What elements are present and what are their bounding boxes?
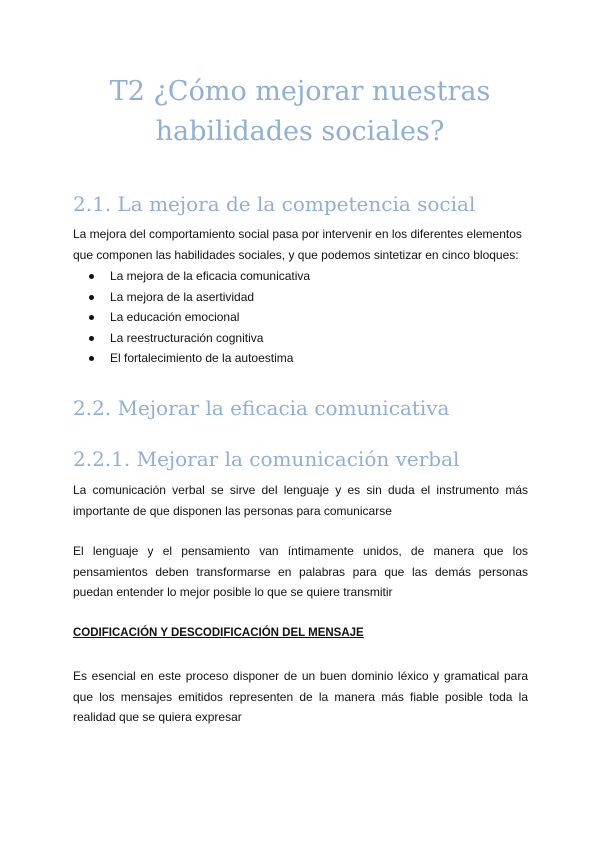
paragraph-line-2: que componen las habilidades sociales, y que podemos sintetizar en cinco bloques: [73, 247, 519, 262]
section-2-2-1-heading: 2.2.1. Mejorar la comunicación verbal [73, 447, 460, 471]
list-item: La educación emocional [73, 307, 310, 328]
section-2-2-1-paragraph-2: El lenguaje y el pensamiento van íntimamente unidos, de manera que los pensamientos deben transformarse en palabras para que las demás personas puedan entender lo mejor posible lo que se quiere transmitir [73, 544, 528, 599]
list-item: La mejora de la eficacia comunicativa [73, 266, 310, 287]
list-item: El fortalecimiento de la autoestima [73, 348, 310, 369]
bullet-list [73, 266, 310, 369]
bullet-icon [89, 336, 94, 341]
bullet-icon [89, 295, 94, 300]
section-2-2-heading: 2.2. Mejorar la eficacia comunicativa [73, 396, 450, 420]
bullet-icon [89, 274, 94, 279]
section-2-2-1-paragraph-1: La comunicación verbal se sirve del lenguaje y es sin duda el instrumento más importante de que disponen las personas para comunicarse [73, 483, 528, 518]
list-item: La reestructuración cognitiva [73, 328, 310, 349]
document-title [60, 72, 540, 152]
bullet-icon [89, 315, 94, 320]
bullet-icon [89, 356, 94, 361]
title-line-2: habilidades sociales? [155, 116, 445, 147]
subheading: CODIFICACIÓN Y DESCODIFICACIÓN DEL MENSAJE [73, 627, 364, 639]
paragraph-line-1: La mejora del comportamiento social pasa por intervenir en los diferentes elementos [73, 227, 522, 241]
list-item: La mejora de la asertividad [73, 287, 310, 308]
section-2-1-heading: 2.1. La mejora de la competencia social [73, 192, 476, 216]
section-2-1-paragraph [73, 224, 528, 265]
section-2-2-1-paragraph-3: Es esencial en este proceso disponer de un buen dominio léxico y gramatical para que los mensajes emitidos representen de la manera más fiable posible toda la realidad que se quiera expresar [73, 669, 528, 724]
title-line-1: T2 ¿Cómo mejorar nuestras [109, 76, 491, 107]
